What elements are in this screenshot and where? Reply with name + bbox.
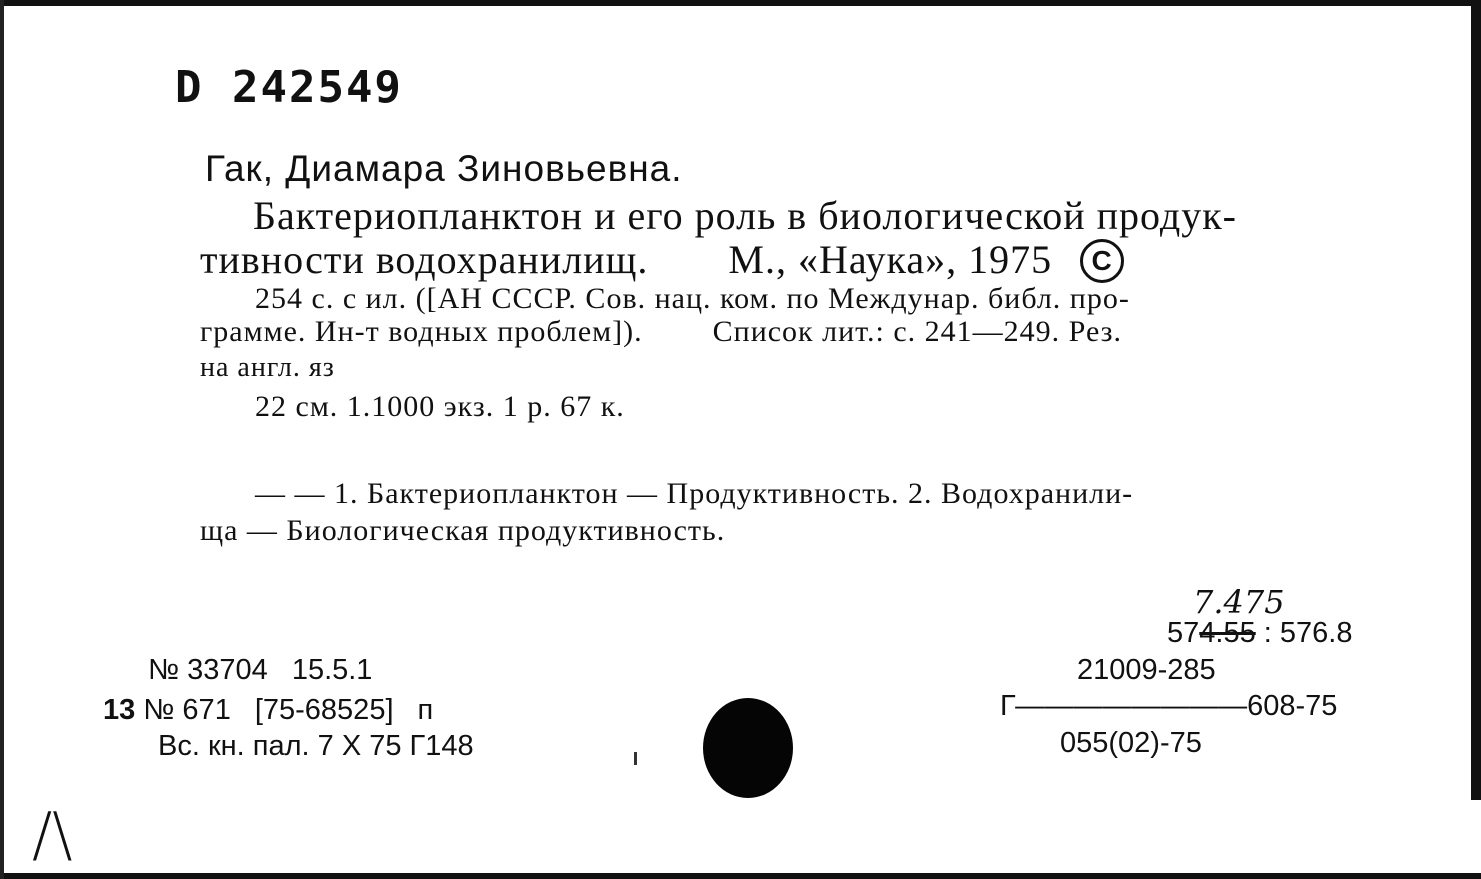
description-line-1: 254 с. с ил. ([АН СССР. Сов. нац. ком. по Междунар. библ. про- bbox=[255, 282, 1130, 315]
description-line-4: 22 см. 1.1000 экз. 1 р. 67 к. bbox=[255, 390, 625, 423]
author-heading: Гак, Диамара Зиновьевна. bbox=[205, 148, 683, 189]
punch-hole bbox=[703, 698, 793, 798]
code-line-3: 055(02)-75 bbox=[1060, 727, 1202, 759]
title-line-2-text: тивности водохранилищ. bbox=[200, 237, 649, 282]
udc-line bbox=[1167, 617, 1352, 650]
handwritten-classification: 7.475 bbox=[1193, 583, 1285, 621]
registry-number: № 33704 bbox=[148, 654, 268, 686]
card-left-edge bbox=[0, 0, 4, 879]
bibliography-note: Список лит.: с. 241—249. Рез. bbox=[712, 315, 1122, 348]
code-line-1: 21009-285 bbox=[1077, 654, 1216, 686]
registry-order: № 671 bbox=[143, 694, 231, 726]
card-top-edge bbox=[0, 0, 1481, 6]
catalog-number: D 242549 bbox=[175, 62, 403, 113]
title-line-2 bbox=[200, 236, 1124, 283]
publication-info: М., «Наука», 1975 bbox=[728, 237, 1053, 282]
subjects-line-2: ща — Биологическая продуктивность. bbox=[200, 514, 726, 547]
subjects-line-1: — — 1. Бактериопланктон — Продуктивность. 2. Водохранили- bbox=[255, 477, 1134, 510]
registry-line-2 bbox=[103, 694, 433, 727]
description-line-2-text: грамме. Ин-т водных проблем]). bbox=[200, 315, 643, 348]
registry-class: 15.5.1 bbox=[291, 654, 373, 686]
registry-code: [75-68525] bbox=[254, 694, 394, 726]
copyright-icon: C bbox=[1080, 239, 1124, 283]
registry-suffix: п bbox=[417, 694, 434, 726]
udc-rest: : 576.8 bbox=[1263, 617, 1353, 649]
code-line-2: Г————————608-75 bbox=[1000, 690, 1338, 722]
description-line-2 bbox=[200, 315, 1122, 349]
description-line-3: на англ. яз bbox=[200, 352, 335, 383]
registry-prefix: 13 bbox=[103, 694, 136, 726]
registry-line-3: Вс. кн. пал. 7 X 75 Г148 bbox=[158, 730, 474, 762]
small-mark bbox=[634, 752, 637, 765]
udc-prefix: 57 bbox=[1167, 617, 1200, 649]
udc-struck: 4.55 bbox=[1199, 617, 1256, 649]
card-right-edge bbox=[1471, 0, 1481, 800]
registry-line-1 bbox=[148, 654, 372, 687]
card-bottom-edge bbox=[0, 873, 1481, 879]
handwritten-mark: /\ bbox=[32, 800, 73, 870]
title-line-1: Бактериопланктон и его роль в биологической продук- bbox=[253, 193, 1237, 238]
